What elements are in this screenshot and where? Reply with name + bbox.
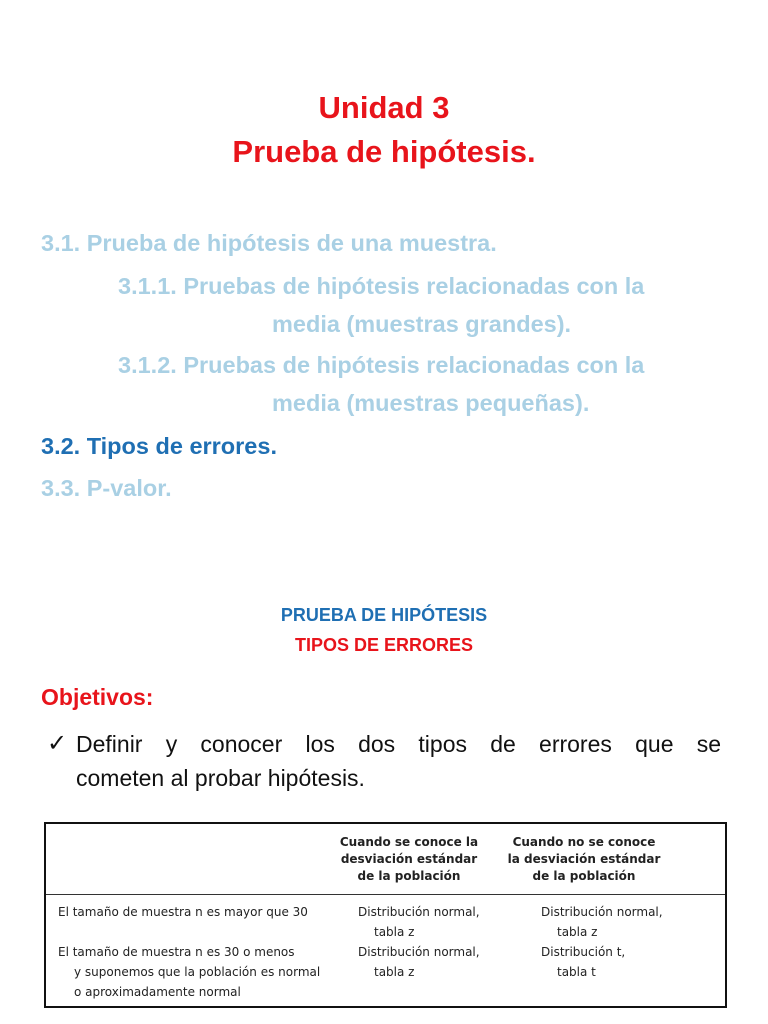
slide-title — [0, 86, 768, 174]
checkmark-icon: ✓ — [47, 730, 68, 757]
table-row-2-col1 — [358, 942, 480, 982]
cell-line: El tamaño de muestra n es mayor que 30 — [58, 905, 308, 919]
cell-line: y suponemos que la población es normal — [74, 965, 321, 979]
toc-item-3-1-1: 3.1.1. Pruebas de hipótesis relacionadas con la — [118, 273, 645, 299]
objectives-heading: Objetivos: — [41, 684, 154, 710]
cell-line: Distribución normal, — [541, 905, 663, 919]
header-line: desviación estándar — [340, 852, 478, 866]
toc-item-3-2: 3.2. Tipos de errores. — [41, 433, 277, 459]
cell-line: Distribución normal, — [358, 905, 480, 919]
table-header-known-sd — [329, 834, 489, 885]
table-header-unknown-sd — [504, 834, 664, 885]
unit-subtitle: Prueba de hipótesis. — [232, 134, 536, 169]
table-row-2-col2 — [541, 942, 625, 982]
cell-line: Distribución t, — [541, 945, 626, 959]
cell-line: tabla z — [374, 925, 415, 939]
cell-line: tabla z — [374, 965, 415, 979]
header-line: Cuando no se conoce — [512, 835, 656, 849]
objective-line-1: Definir y conocer los dos tipos de errores que se — [76, 731, 721, 757]
toc-item-3-1: 3.1. Prueba de hipótesis de una muestra. — [41, 230, 497, 256]
table-row-2-label — [58, 942, 320, 1002]
unit-title: Unidad 3 — [318, 90, 450, 125]
cell-line: El tamaño de muestra n es 30 o menos — [58, 945, 295, 959]
toc-item-3-3: 3.3. P-valor. — [41, 475, 172, 501]
cell-line: o aproximadamente normal — [74, 985, 241, 999]
section-title: PRUEBA DE HIPÓTESIS — [280, 605, 488, 625]
header-line: Cuando se conoce la — [339, 835, 479, 849]
table-row-1-col2 — [541, 902, 663, 942]
header-line: de la población — [532, 869, 636, 883]
distribution-table — [44, 822, 727, 1008]
cell-line: tabla t — [557, 965, 596, 979]
toc-item-3-1-2-cont: media (muestras pequeñas). — [272, 390, 590, 416]
objective-text — [76, 727, 721, 795]
section-subtitle: TIPOS DE ERRORES — [294, 635, 474, 655]
table-divider — [46, 894, 725, 895]
toc-item-3-1-2: 3.1.2. Pruebas de hipótesis relacionadas con la — [118, 352, 645, 378]
objective-line-2: cometen al probar hipótesis. — [76, 765, 365, 791]
table-row-1-col1 — [358, 902, 480, 942]
cell-line: tabla z — [557, 925, 598, 939]
header-line: de la población — [357, 869, 461, 883]
table-row-1-label — [58, 902, 308, 922]
cell-line: Distribución normal, — [358, 945, 480, 959]
header-line: la desviación estándar — [507, 852, 661, 866]
toc-item-3-1-1-cont: media (muestras grandes). — [272, 311, 572, 337]
